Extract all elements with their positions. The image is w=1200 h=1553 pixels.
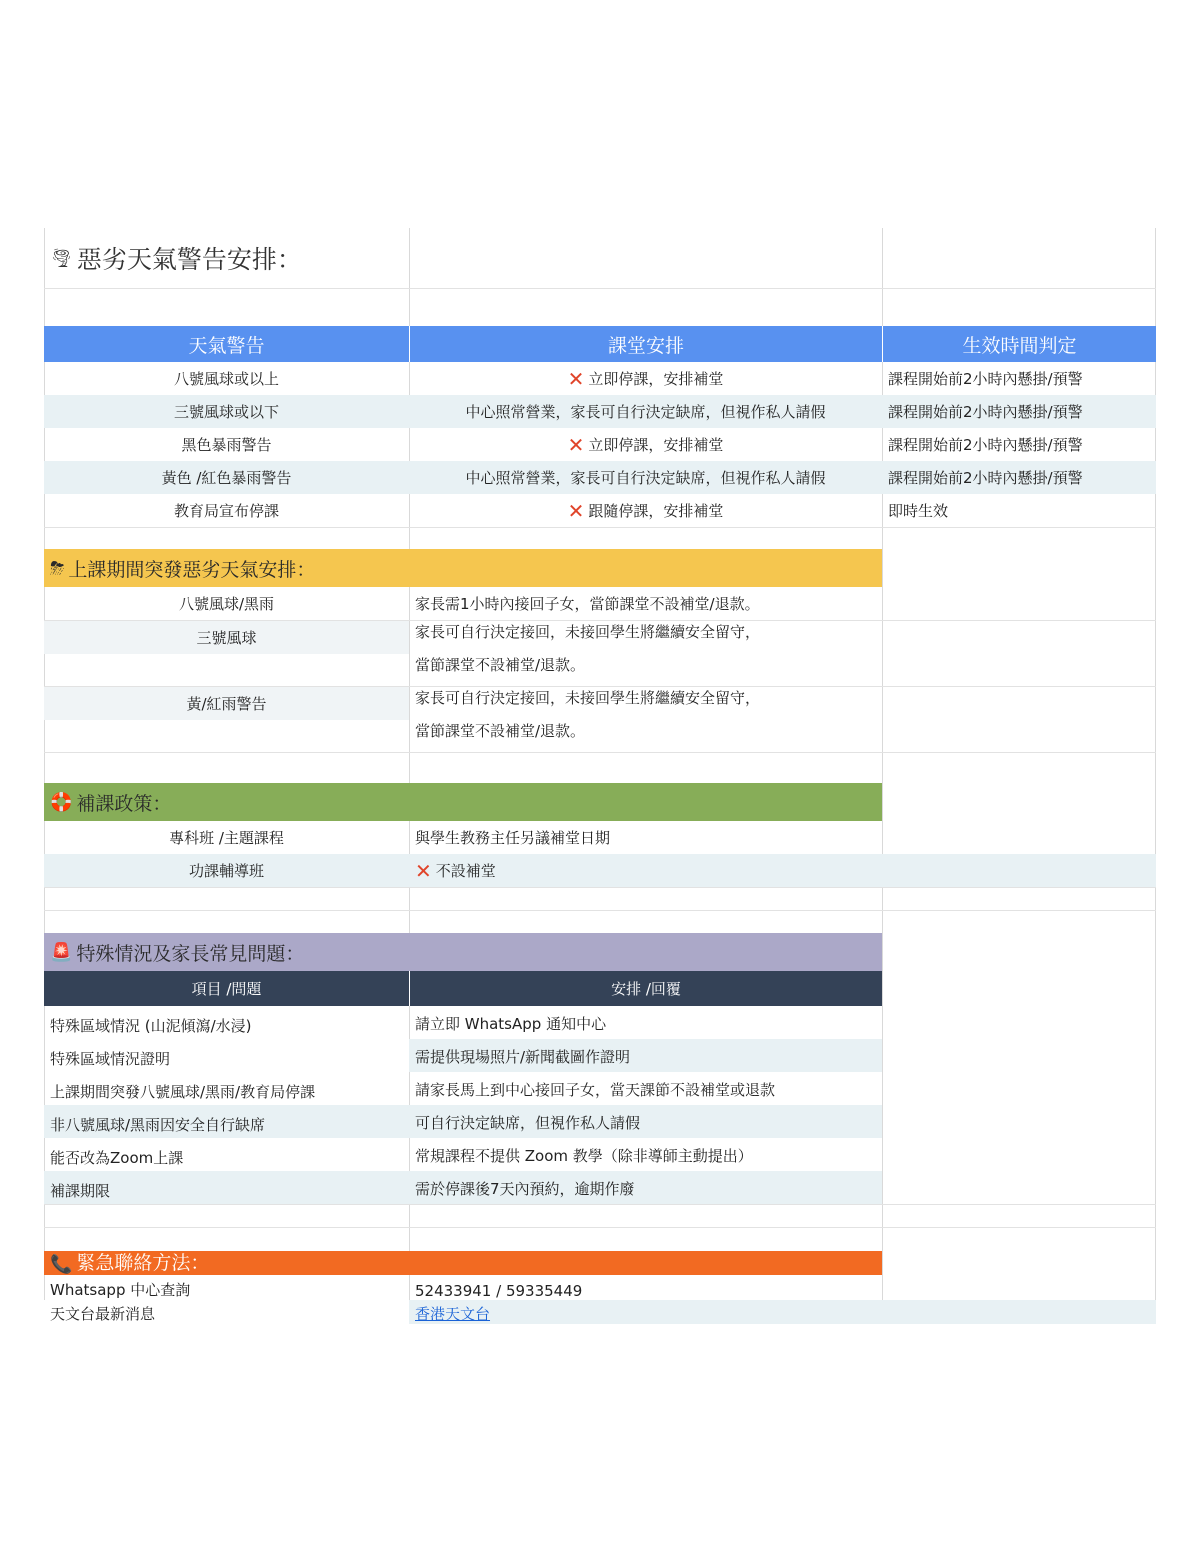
policy-label: 功課輔導班: [188, 862, 264, 880]
faq-answer: 請立即 WhatsApp 通知中心: [415, 1015, 607, 1033]
faq-row: [44, 1072, 1156, 1105]
table-row: [44, 461, 1156, 494]
section4-title: [44, 933, 882, 971]
effective-cell: 即時生效: [888, 502, 949, 520]
faq-row: [44, 1039, 1156, 1072]
empty-row: [44, 1227, 1156, 1252]
section5-band: [44, 1251, 1156, 1275]
table-row: [44, 620, 1156, 687]
arrangement-text: 立即停課，安排補堂: [588, 436, 724, 454]
header-effective-time: 生效時間判定: [882, 326, 1156, 362]
faq-row: [44, 1006, 1156, 1039]
faq-item: 能否改為Zoom上課: [50, 1149, 184, 1167]
policy-value: 與學生教務主任另議補堂日期: [415, 829, 611, 847]
header-class-arrangement: 課堂安排: [409, 326, 882, 362]
section4-title-text: 特殊情況及家長常見問題：: [76, 942, 305, 965]
header-answer: 安排 /回覆: [409, 971, 882, 1006]
faq-item: 非八號風球/黑雨因安全自行缺席: [44, 1105, 409, 1138]
faq-answer: 請家長馬上到中心接回子女，當天課節不設補堂或退款: [415, 1081, 776, 1099]
warning-cell: 八號風球或以上: [173, 370, 279, 388]
arrangement-text: 立即停課，安排補堂: [588, 370, 724, 388]
table-row: [44, 428, 1156, 461]
table-row: [44, 821, 1156, 854]
empty-row: [44, 288, 1156, 327]
table-row: [44, 854, 1156, 887]
arrangement-cell: 中心照常營業，家長可自行決定缺席，但視作私人請假: [465, 469, 826, 487]
section4-header-row: [44, 971, 1156, 1006]
faq-item: 上課期間突發八號風球/黑雨/教育局停課: [50, 1083, 316, 1101]
section2-title: [44, 549, 882, 587]
table-row: [44, 686, 1156, 753]
header-item: 項目 /問題: [44, 971, 409, 1006]
siren-icon: 🚨: [50, 941, 73, 963]
storm-cloud-icon: ⛈: [50, 557, 65, 579]
situation-arrangement: [409, 621, 882, 687]
cross-icon: ✕: [567, 366, 585, 391]
contact-value: [409, 1300, 882, 1324]
phone-icon: 📞: [50, 1254, 73, 1275]
faq-row: [44, 1138, 1156, 1171]
empty-row: [44, 1204, 1156, 1228]
warning-cell: 三號風球或以下: [173, 403, 279, 421]
situation-label: 八號風球/黑雨: [178, 595, 275, 613]
situation-label: 黃/紅雨警告: [44, 687, 409, 720]
faq-row: [44, 1105, 1156, 1138]
section3-title: [44, 783, 882, 821]
policy-label: 專科班 /主題課程: [169, 829, 284, 847]
section1-title: [44, 228, 409, 288]
table-row: [44, 494, 1156, 527]
arrangement-line: 當節課堂不設補堂/退款。: [415, 722, 586, 740]
contact-row: [44, 1300, 1156, 1324]
empty-row: [44, 887, 1156, 911]
table-row: [44, 587, 1156, 620]
section5-title-text: 緊急聯絡方法：: [76, 1252, 210, 1274]
effective-cell: 課程開始前2小時內懸掛/預警: [888, 403, 1083, 421]
warning-cell: 黑色暴雨警告: [181, 436, 272, 454]
arrangement-cell: [409, 494, 882, 527]
faq-item: 特殊區域情況證明: [50, 1050, 171, 1068]
faq-answer: 需提供現場照片/新聞截圖作證明: [409, 1039, 882, 1072]
arrangement-line: 當節課堂不設補堂/退款。: [415, 656, 586, 674]
situation-label: 三號風球: [44, 621, 409, 654]
arrangement-cell: 中心照常營業，家長可自行決定缺席，但視作私人請假: [465, 403, 826, 421]
policy-text: 不設補堂: [435, 862, 496, 880]
cross-icon: ✕: [567, 432, 585, 457]
section2-title-text: 上課期間突發惡劣天氣安排：: [68, 558, 316, 581]
faq-item: 補課期限: [44, 1171, 409, 1204]
observatory-link[interactable]: 香港天文台: [415, 1305, 491, 1323]
empty-row: [44, 752, 1156, 784]
warning-cell: 教育局宣布停課: [173, 502, 279, 520]
faq-answer: 可自行決定缺席，但視作私人請假: [409, 1105, 882, 1138]
arrangement-line: 家長可自行決定接回，未接回學生將繼續安全留守，: [415, 689, 761, 707]
section2-band: [44, 549, 1156, 587]
spreadsheet: [44, 228, 1156, 1324]
tornado-icon: 🌪: [50, 247, 73, 269]
situation-arrangement: 家長需1小時內接回子女，當節課堂不設補堂/退款。: [415, 595, 760, 613]
faq-item: 特殊區域情況 (山泥傾瀉/水浸): [50, 1017, 252, 1035]
contact-value: 52433941 / 59335449: [415, 1282, 583, 1300]
table-row: [44, 362, 1156, 395]
arrangement-line: 家長可自行決定接回，未接回學生將繼續安全留守，: [415, 623, 761, 641]
empty-row: [44, 527, 1156, 550]
section1-title-row: [44, 228, 1156, 288]
arrangement-cell: [409, 362, 882, 395]
lifebuoy-icon: 🛟: [50, 791, 73, 813]
contact-label: Whatsapp 中心查詢: [50, 1281, 191, 1299]
faq-row: [44, 1171, 1156, 1204]
effective-cell: 課程開始前2小時內懸掛/預警: [888, 436, 1083, 454]
situation-arrangement: [409, 687, 882, 753]
effective-cell: 課程開始前2小時內懸掛/預警: [888, 469, 1083, 487]
section3-band: [44, 783, 1156, 821]
arrangement-cell: [409, 428, 882, 461]
cross-icon: ✕: [415, 858, 432, 883]
policy-value: [409, 854, 882, 887]
contact-row: [44, 1275, 1156, 1300]
table-row: [44, 395, 1156, 428]
section1-title-text: 惡劣天氣警告安排：: [76, 245, 302, 274]
faq-answer: 常規課程不提供 Zoom 教學（除非導師主動提出）: [415, 1147, 753, 1165]
warning-cell: 黃色 /紅色暴雨警告: [161, 469, 292, 487]
section3-title-text: 補課政策：: [76, 792, 172, 815]
faq-answer: 需於停課後7天內預約，逾期作廢: [409, 1171, 882, 1204]
section1-header-row: [44, 326, 1156, 362]
section4-band: [44, 933, 1156, 971]
effective-cell: 課程開始前2小時內懸掛/預警: [888, 370, 1083, 388]
section5-title: [44, 1251, 882, 1275]
contact-label: 天文台最新消息: [44, 1300, 409, 1324]
empty-row: [44, 910, 1156, 934]
arrangement-text: 跟隨停課，安排補堂: [588, 502, 724, 520]
header-weather-warning: 天氣警告: [44, 326, 409, 362]
cross-icon: ✕: [567, 498, 585, 523]
